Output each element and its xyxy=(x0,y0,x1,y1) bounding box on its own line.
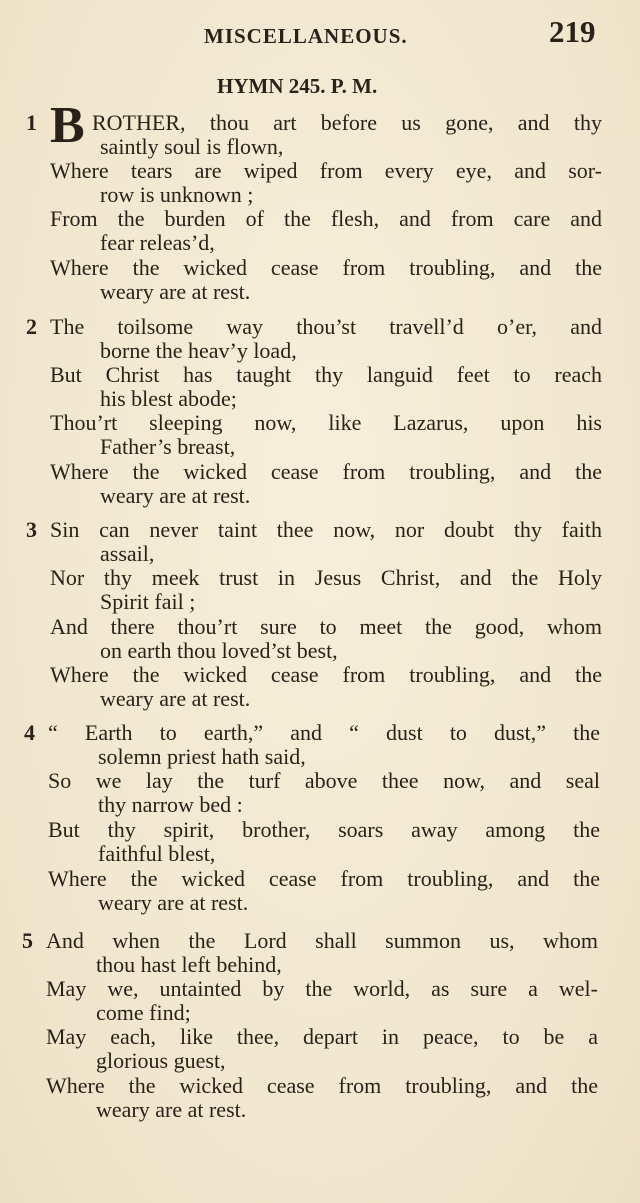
stanza-number: 3 xyxy=(26,517,37,542)
stanza-number: 5 xyxy=(22,928,33,953)
verse-line: weary are at rest. xyxy=(98,890,249,915)
verse-line: his blest abode; xyxy=(100,386,237,411)
verse-line: May we, untainted by the world, as sure a wel- xyxy=(46,976,598,1001)
verse-line: May each, like thee, depart in peace, to be a xyxy=(46,1024,598,1049)
stanza-number: 4 xyxy=(24,720,35,745)
verse-line: weary are at rest. xyxy=(100,483,251,508)
verse-line: borne the heav’y load, xyxy=(100,338,297,363)
verse-line: Where the wicked cease from troubling, and the xyxy=(50,459,602,484)
verse-line: Where the wicked cease from troubling, and the xyxy=(50,662,602,687)
verse-line: on earth thou loved’st best, xyxy=(100,638,338,663)
verse-line: thy narrow bed : xyxy=(98,792,243,817)
verse-line: Where the wicked cease from troubling, and the xyxy=(50,255,602,280)
verse-line: The toilsome way thou’st travell’d o’er, and xyxy=(50,314,602,339)
verse-line: Where tears are wiped from every eye, and sor- xyxy=(50,158,602,183)
page-number: 219 xyxy=(549,14,596,49)
verse-line: And when the Lord shall summon us, whom xyxy=(46,928,598,953)
verse-line: Where the wicked cease from troubling, and the xyxy=(48,866,600,891)
verse-line: Spirit fail ; xyxy=(100,589,196,614)
stanza-number: 2 xyxy=(26,314,37,339)
stanza-number: 1 xyxy=(26,110,37,135)
verse-line: thou hast left behind, xyxy=(96,952,282,977)
verse-line: weary are at rest. xyxy=(96,1097,247,1122)
verse-line: But Christ has taught thy languid feet to reach xyxy=(50,362,602,387)
verse-line: fear releas’d, xyxy=(100,230,215,255)
verse-line: come find; xyxy=(96,1000,191,1025)
running-head: MISCELLANEOUS. xyxy=(204,24,408,48)
verse-line: ROTHER, thou art before us gone, and thy xyxy=(92,110,602,135)
verse-line: Father’s breast, xyxy=(100,434,236,459)
verse-line: Thou’rt sleeping now, like Lazarus, upon his xyxy=(50,410,602,435)
drop-cap: B xyxy=(50,97,85,154)
verse-line: Where the wicked cease from troubling, and the xyxy=(46,1073,598,1098)
verse-line: faithful blest, xyxy=(98,841,216,866)
verse-line: weary are at rest. xyxy=(100,686,251,711)
verse-line: “ Earth to earth,” and “ dust to dust,” the xyxy=(48,720,600,745)
verse-line: From the burden of the flesh, and from care and xyxy=(50,206,602,231)
verse-line: Nor thy meek trust in Jesus Christ, and the Holy xyxy=(50,565,602,590)
verse-line: But thy spirit, brother, soars away among the xyxy=(48,817,600,842)
verse-line: saintly soul is flown, xyxy=(100,134,284,159)
hymn-title: HYMN 245. P. M. xyxy=(217,74,378,98)
verse-line: weary are at rest. xyxy=(100,279,251,304)
verse-line: Sin can never taint thee now, nor doubt thy faith xyxy=(50,517,602,542)
verse-line: So we lay the turf above thee now, and seal xyxy=(48,768,600,793)
verse-line: And there thou’rt sure to meet the good, whom xyxy=(50,614,602,639)
verse-line: assail, xyxy=(100,541,155,566)
verse-line: row is unknown ; xyxy=(100,182,254,207)
verse-line: solemn priest hath said, xyxy=(98,744,306,769)
verse-line: glorious guest, xyxy=(96,1048,226,1073)
